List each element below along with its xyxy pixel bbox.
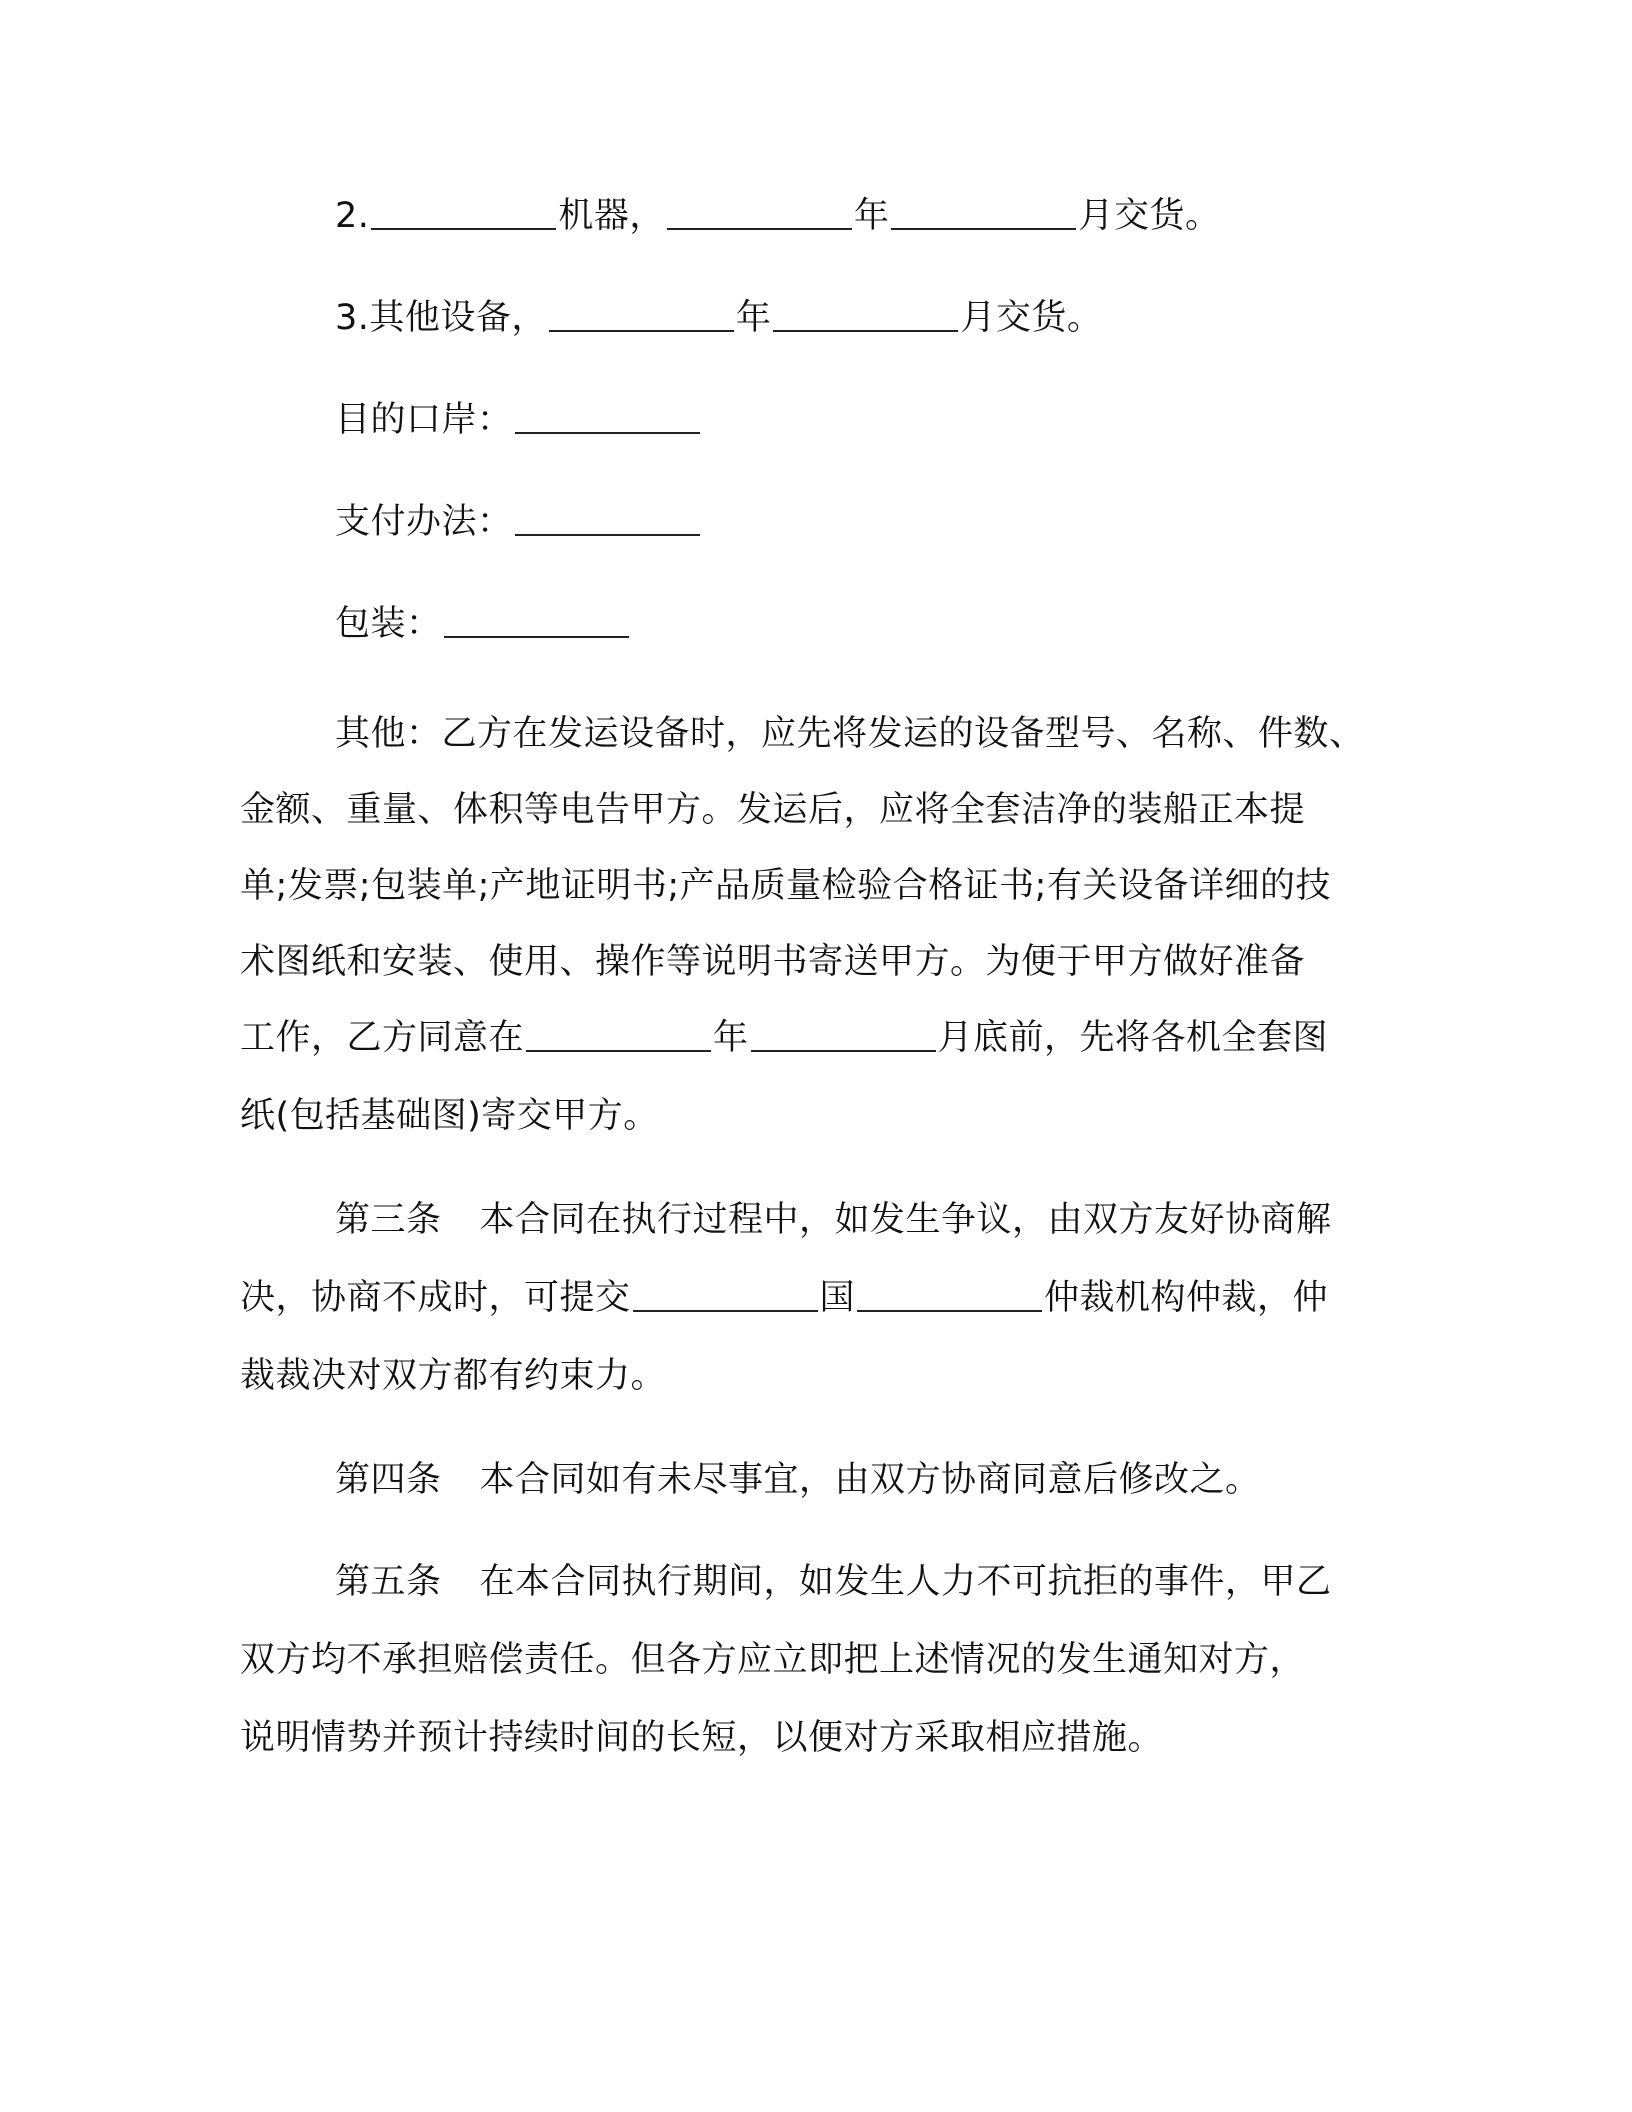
destination-port-line <box>335 396 1505 444</box>
blank-field <box>633 1276 818 1312</box>
item-3-seg2: 年 <box>735 298 772 338</box>
payment-line <box>335 498 1505 546</box>
article-3-text-2c: 仲裁机构仲裁，仲 <box>1044 1278 1329 1318</box>
blank-field <box>515 398 700 434</box>
article-4-line-1 <box>335 1456 1505 1504</box>
blank-field <box>444 602 629 638</box>
item-2-prefix: 2. <box>335 196 370 236</box>
other-line-5a: 工作，乙方同意在 <box>240 1018 525 1058</box>
other-line-6: 纸(包括基础图)寄交甲方。 <box>240 1096 659 1136</box>
item-2-seg3: 月交货。 <box>1078 196 1221 236</box>
blank-field <box>667 194 852 230</box>
other-line-5b: 年 <box>713 1018 749 1058</box>
blank-field <box>751 1016 936 1052</box>
item-3-seg3: 月交货。 <box>960 298 1103 338</box>
article-5-line-3: 说明情势并预计持续时间的长短，以便对方采取相应措施。 <box>240 1718 1164 1758</box>
packaging-label: 包装： <box>335 604 442 644</box>
article-5-label: 第五条 <box>335 1562 442 1602</box>
blank-field <box>891 194 1076 230</box>
article-3-text-2a: 决，协商不成时，可提交 <box>240 1278 631 1318</box>
blank-field <box>526 1016 711 1052</box>
article-3-line-2 <box>240 1274 1410 1322</box>
article-5-text-1: 在本合同执行期间，如发生人力不可抗拒的事件，甲乙 <box>479 1562 1332 1602</box>
other-line-1: 其他：乙方在发运设备时，应先将发运的设备型号、名称、件数、 <box>335 714 1365 754</box>
blank-field <box>371 194 556 230</box>
blank-field <box>773 296 958 332</box>
item-3-line <box>335 294 1505 342</box>
other-line-2: 金额、重量、体积等电告甲方。发运后，应将全套洁净的装船正本提 <box>240 790 1306 830</box>
item-2-seg1: 机器， <box>558 196 665 236</box>
article-3-line-1 <box>335 1196 1505 1244</box>
blank-field <box>857 1276 1042 1312</box>
article-3-text-1: 本合同在执行过程中，如发生争议，由双方友好协商解 <box>479 1200 1332 1240</box>
article-3-text-2b: 国 <box>819 1278 856 1318</box>
other-line-5c: 月底前，先将各机全套图 <box>937 1018 1329 1058</box>
blank-field <box>515 500 700 536</box>
article-4-text-1: 本合同如有未尽事宜，由双方协商同意后修改之。 <box>479 1460 1261 1500</box>
destination-port-label: 目的口岸： <box>335 400 513 440</box>
article-4-label: 第四条 <box>335 1460 442 1500</box>
article-3-label: 第三条 <box>335 1200 442 1240</box>
article-5-line-2: 双方均不承担赔偿责任。但各方应立即把上述情况的发生通知对方， <box>240 1640 1306 1680</box>
other-line-4: 术图纸和安装、使用、操作等说明书寄送甲方。为便于甲方做好准备 <box>240 942 1306 982</box>
blank-field <box>549 296 734 332</box>
item-2-seg2: 年 <box>853 196 890 236</box>
other-line-3: 单;发票;包装单;产地证明书;产品质量检验合格证书;有关设备详细的技 <box>240 866 1331 906</box>
other-line-5 <box>240 1014 1410 1062</box>
item-3-prefix: 3.其他设备， <box>335 298 547 338</box>
item-2-line <box>335 192 1505 240</box>
packaging-line <box>335 600 1505 648</box>
article-3-line-3: 裁裁决对双方都有约束力。 <box>240 1356 667 1396</box>
article-5-line-1 <box>335 1558 1505 1606</box>
payment-label: 支付办法： <box>335 502 513 542</box>
